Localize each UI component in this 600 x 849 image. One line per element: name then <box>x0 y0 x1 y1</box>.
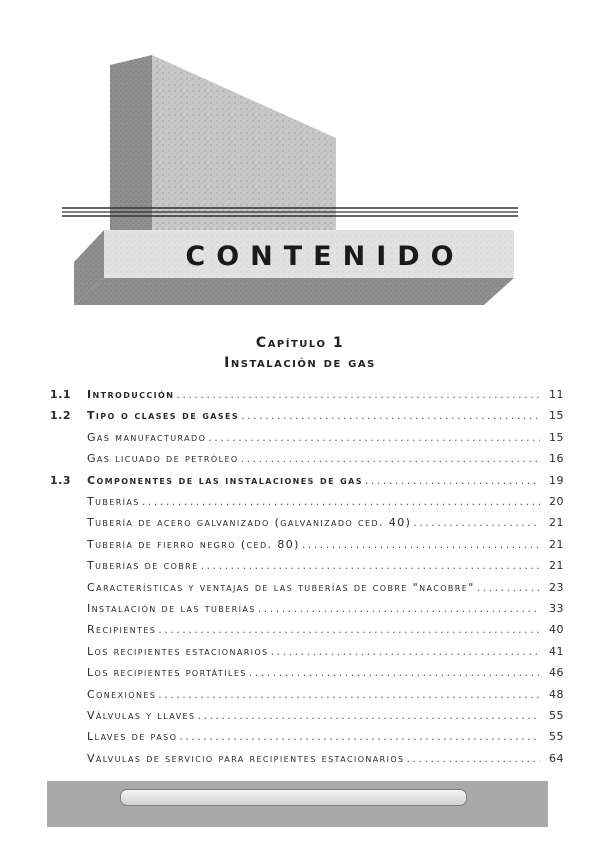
toc-section-number: 1.1 <box>50 388 71 401</box>
toc-page-number: 15 <box>549 409 564 423</box>
toc-leader-dots <box>241 405 540 426</box>
toc-leader-dots <box>365 470 540 491</box>
toc-leader-dots <box>407 748 540 769</box>
toc-page-number: 55 <box>549 709 564 722</box>
toc-page-number: 55 <box>549 730 564 744</box>
toc-entry <box>87 555 540 576</box>
toc-label: Los recipientes estacionarios <box>87 644 269 658</box>
toc-entry <box>87 534 540 555</box>
toc-page-number: 64 <box>549 751 564 765</box>
toc-row[interactable] <box>0 405 600 426</box>
toc-row[interactable] <box>0 577 600 598</box>
toc-leader-dots <box>241 448 540 469</box>
toc-leader-dots <box>179 726 540 747</box>
toc-row[interactable] <box>0 534 600 555</box>
toc-label: Tuberías de cobre <box>87 559 199 573</box>
toc-leader-dots <box>197 705 540 726</box>
toc-row[interactable] <box>0 470 600 491</box>
toc-entry <box>87 448 540 469</box>
toc-page-number: 15 <box>549 430 564 444</box>
toc-page-number: 21 <box>549 537 564 551</box>
toc-leader-dots <box>158 619 540 640</box>
toc-leader-dots <box>249 662 540 683</box>
toc-label: Tubería de fierro negro (ced. 80) <box>87 537 300 551</box>
toc-entry <box>87 470 540 491</box>
toc-leader-dots <box>142 491 540 512</box>
toc-row[interactable] <box>0 512 600 533</box>
toc-entry <box>87 705 540 726</box>
toc-row[interactable] <box>0 598 600 619</box>
toc-label: Componentes de las instalaciones de gas <box>87 473 363 487</box>
toc-entry <box>87 491 540 512</box>
footer-bar <box>47 781 548 827</box>
toc-entry <box>87 384 540 405</box>
toc-entry <box>87 598 540 619</box>
block-front-face <box>152 55 336 230</box>
toc-entry <box>87 577 540 598</box>
toc-leader-dots <box>302 534 540 555</box>
toc-page-number: 23 <box>549 580 564 594</box>
toc-row[interactable] <box>0 555 600 576</box>
toc-leader-dots <box>201 555 540 576</box>
toc-entry <box>87 684 540 705</box>
toc-section-number: 1.3 <box>50 473 71 487</box>
toc-row[interactable] <box>0 384 600 405</box>
toc-page-number: 11 <box>549 388 564 401</box>
toc-page-number: 19 <box>549 473 564 487</box>
toc-row[interactable] <box>0 748 600 769</box>
toc-leader-dots <box>413 512 540 533</box>
toc-section-number: 1.2 <box>50 409 71 423</box>
toc-page-number: 21 <box>549 516 564 530</box>
block-left-face <box>110 55 152 230</box>
toc-label: Características y ventajas de las tuberías de cobre "nacobre" <box>87 580 475 594</box>
toc-row[interactable] <box>0 684 600 705</box>
toc-page-number: 21 <box>549 559 564 573</box>
toc-entry <box>87 641 540 662</box>
toc-label: Tuberías <box>87 495 140 508</box>
toc-label: Gas licuado de petróleo <box>87 452 239 466</box>
contents-title: CONTENIDO <box>185 240 465 272</box>
toc-row[interactable] <box>0 662 600 683</box>
footer-pill <box>120 789 467 806</box>
toc-entry <box>87 726 540 747</box>
toc-label: Válvulas y llaves <box>87 709 196 722</box>
toc-label: Introducción <box>87 388 175 401</box>
toc-page-number: 16 <box>549 452 564 466</box>
toc-leader-dots <box>258 598 540 619</box>
toc-page-number: 20 <box>549 495 564 508</box>
toc-row[interactable] <box>0 427 600 448</box>
toc-leader-dots <box>477 577 540 598</box>
toc-label: Los recipientes portátiles <box>87 666 247 680</box>
toc-row[interactable] <box>0 641 600 662</box>
toc-label: Recipientes <box>87 623 157 637</box>
toc-entry <box>87 619 540 640</box>
toc-label: Tubería de acero galvanizado (galvanizado ced. 40) <box>87 516 412 530</box>
toc-row[interactable] <box>0 619 600 640</box>
toc-page-number: 33 <box>549 602 564 615</box>
toc-leader-dots <box>208 427 540 448</box>
toc-page-number: 40 <box>549 623 564 637</box>
toc-row[interactable] <box>0 726 600 747</box>
toc-leader-dots <box>176 384 540 405</box>
chapter-heading <box>0 333 600 373</box>
banner-bottom-face <box>74 278 514 305</box>
toc-entry <box>87 427 540 448</box>
toc-row[interactable] <box>0 705 600 726</box>
toc-label: Llaves de paso <box>87 730 178 744</box>
toc-leader-dots <box>271 641 540 662</box>
toc-entry <box>87 405 540 426</box>
toc-label: Instalación de las tuberías <box>87 602 256 615</box>
chapter-number: Capítulo 1 <box>255 335 345 351</box>
toc-label: Tipo o clases de gases <box>87 409 240 423</box>
toc-entry <box>87 512 540 533</box>
toc-page-number: 46 <box>549 666 564 680</box>
toc-entry <box>87 662 540 683</box>
chapter-title: Instalación de gas <box>224 355 376 371</box>
toc-page-number: 41 <box>549 644 564 658</box>
toc-row[interactable] <box>0 491 600 512</box>
toc-page-number: 48 <box>549 687 564 701</box>
toc-row[interactable] <box>0 448 600 469</box>
toc-label: Conexiones <box>87 687 157 701</box>
toc-entry <box>87 748 540 769</box>
toc-label: Gas manufacturado <box>87 430 207 444</box>
toc-leader-dots <box>158 684 540 705</box>
toc-label: Válvulas de servicio para recipientes estacionarios <box>87 751 405 765</box>
